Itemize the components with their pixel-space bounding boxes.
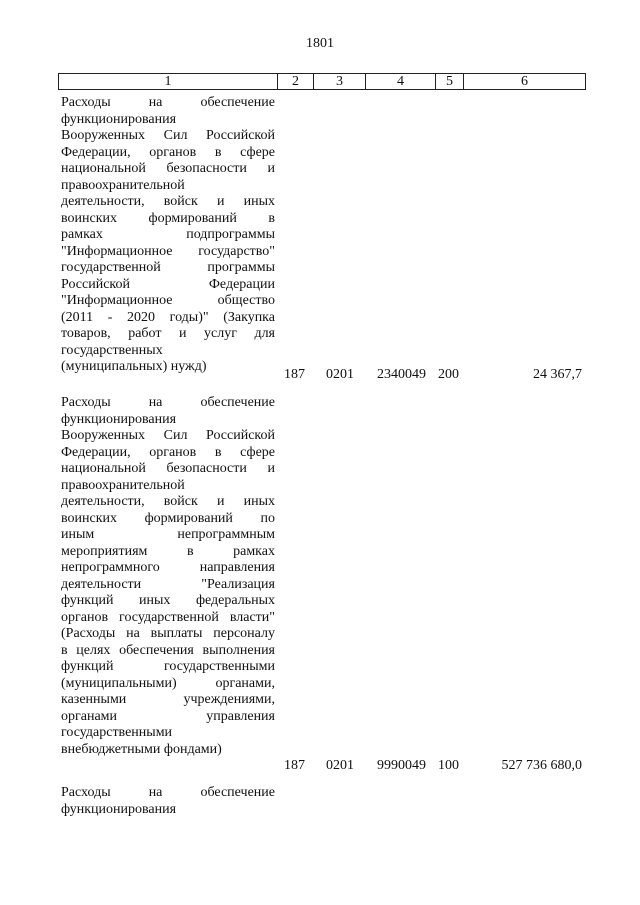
description-line: государственных — [61, 342, 163, 358]
header-col-4: 4 — [366, 74, 436, 90]
description-line: "Информационное общество — [61, 293, 275, 308]
description-line: Вооруженных Сил Российской — [61, 428, 275, 443]
description-line: деятельности "Реализация — [61, 576, 275, 592]
description-line: функционирования — [61, 111, 177, 127]
description-line: непрограммного направления — [61, 560, 275, 575]
description-line: (Расходы на выплаты персоналу — [61, 626, 275, 641]
description-line: (муниципальных) нужд) — [61, 359, 207, 374]
row-col-5: 200 — [438, 367, 459, 382]
row-description — [61, 95, 275, 376]
description-line: Федерации, органов в сфере — [61, 144, 275, 160]
description-line: деятельности, войск и иных — [61, 194, 275, 209]
row-col-4: 2340049 — [377, 367, 426, 382]
description-line: правоохранительной — [61, 477, 185, 493]
row-description — [61, 785, 275, 818]
description-line: "Информационное государство" — [61, 243, 275, 259]
description-line: (муниципальными) органами, — [61, 675, 275, 691]
description-line: воинских формирований по — [61, 510, 275, 526]
header-col-5: 5 — [436, 74, 464, 90]
description-line: функций иных федеральных — [61, 593, 275, 608]
description-line: рамках подпрограммы — [61, 227, 275, 242]
description-line: воинских формирований в — [61, 210, 275, 226]
header-col-6: 6 — [464, 74, 586, 90]
description-line: органов государственной власти" — [61, 609, 275, 625]
description-line: функционирования — [61, 801, 177, 817]
description-line: функций государственными — [61, 659, 275, 674]
row-description — [61, 395, 275, 758]
description-line: казенными учреждениями, — [61, 692, 275, 707]
header-col-1: 1 — [59, 74, 278, 90]
description-line: деятельности, войск и иных — [61, 494, 275, 509]
row-col-3: 0201 — [326, 367, 354, 382]
description-line: в целях обеспечения выполнения — [61, 642, 275, 658]
description-line: товаров, работ и услуг для — [61, 326, 275, 341]
header-col-2: 2 — [278, 74, 314, 90]
row-col-6-amount: 24 367,7 — [533, 367, 582, 382]
description-line: Расходы на обеспечение — [61, 95, 275, 110]
description-line: функционирования — [61, 411, 177, 427]
row-col-6-amount: 527 736 680,0 — [501, 758, 582, 773]
description-line: Вооруженных Сил Российской — [61, 128, 275, 143]
description-line: мероприятиям в рамках — [61, 543, 275, 559]
description-line: национальной безопасности и — [61, 161, 275, 176]
description-line: национальной безопасности и — [61, 461, 275, 476]
description-line: органами управления — [61, 708, 275, 724]
table-header — [58, 73, 586, 90]
page-number: 1801 — [306, 36, 334, 51]
row-col-2: 187 — [284, 367, 305, 382]
description-line: (2011 - 2020 годы)" (Закупка — [61, 309, 275, 325]
description-line: внебюджетными фондами) — [61, 741, 222, 757]
row-col-5: 100 — [438, 758, 459, 773]
description-line: правоохранительной — [61, 177, 185, 193]
description-line: государственной программы — [61, 260, 275, 275]
row-col-4: 9990049 — [377, 758, 426, 773]
description-line: Российской Федерации — [61, 276, 275, 292]
description-line: иным непрограммным — [61, 527, 275, 542]
header-col-3: 3 — [314, 74, 366, 90]
row-col-2: 187 — [284, 758, 305, 773]
description-line: государственными — [61, 725, 173, 740]
description-line: Федерации, органов в сфере — [61, 444, 275, 460]
description-line: Расходы на обеспечение — [61, 395, 275, 410]
row-col-3: 0201 — [326, 758, 354, 773]
description-line: Расходы на обеспечение — [61, 785, 275, 800]
